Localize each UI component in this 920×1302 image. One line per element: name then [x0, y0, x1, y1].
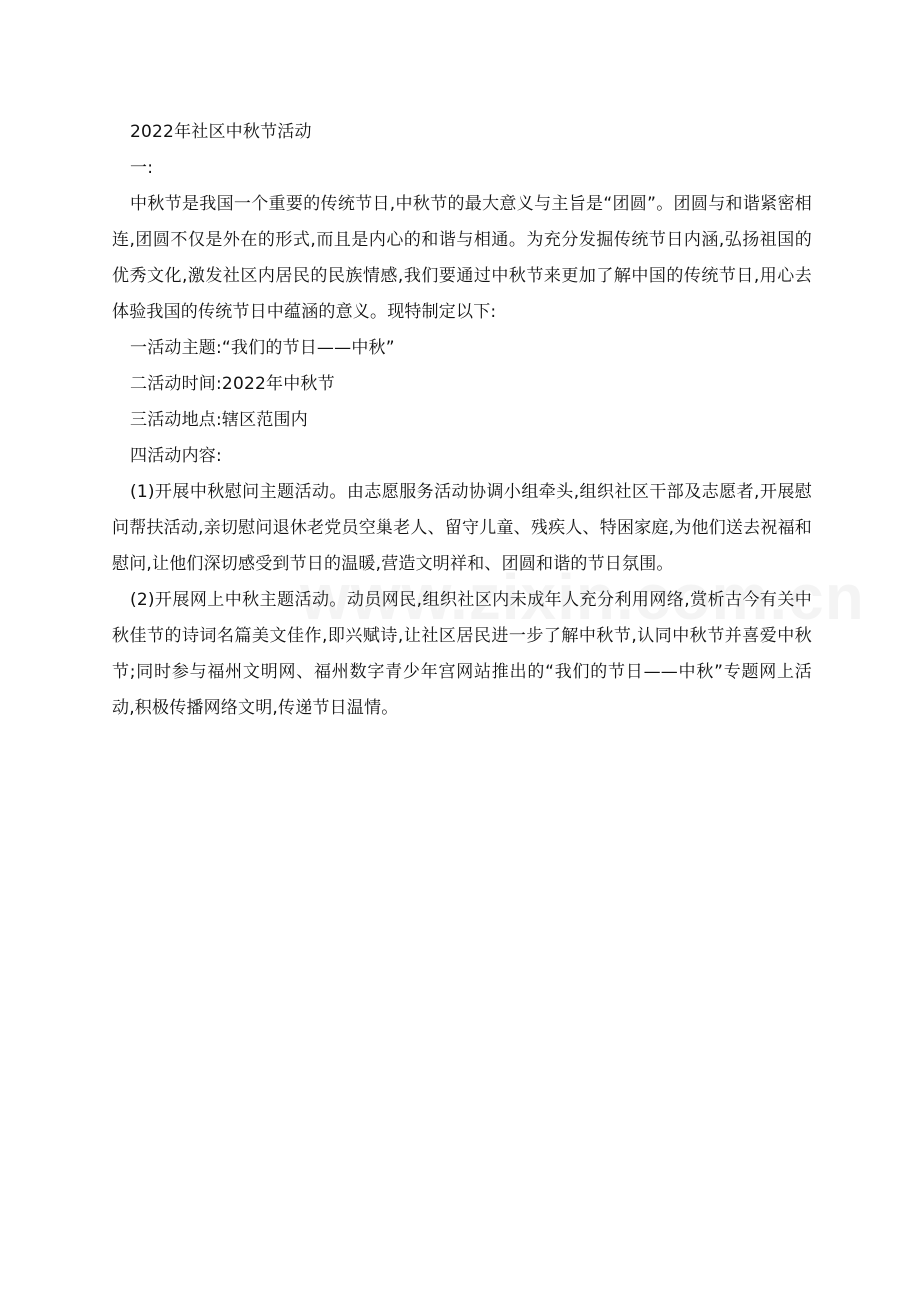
document-body: [112, 114, 812, 726]
intro-paragraph: 中秋节是我国一个重要的传统节日,中秋节的最大意义与主旨是“团圆”。团圆与和谐紧密相连,团圆不仅是外在的形式,而且是内心的和谐与相通。为充分发掘传统节日内涵,弘扬祖国的优秀文化,激发社区内居民的民族情感,我们要通过中秋节来更加了解中国的传统节日,用心去体验我国的传统节日中蕴涵的意义。现特制定以下:: [112, 194, 812, 322]
activity-time: 二活动时间:2022年中秋节: [130, 374, 335, 394]
activity-theme: 一活动主题:“我们的节日——中秋”: [130, 338, 395, 358]
activity-location: 三活动地点:辖区范围内: [130, 410, 308, 430]
document-title: 2022年社区中秋节活动: [130, 122, 312, 142]
activity-item-2: (2)开展网上中秋主题活动。动员网民,组织社区内未成年人充分利用网络,赏析古今有关中秋佳节的诗词名篇美文佳作,即兴赋诗,让社区居民进一步了解中秋节,认同中秋节并喜爱中秋节;同时参与福州文明网、福州数字青少年宫网站推出的“我们的节日——中秋”专题网上活动,积极传播网络文明,传递节日温情。: [112, 590, 812, 718]
activity-content-heading: 四活动内容:: [130, 446, 222, 466]
activity-item-1: (1)开展中秋慰问主题活动。由志愿服务活动协调小组牵头,组织社区干部及志愿者,开展慰问帮扶活动,亲切慰问退休老党员空巢老人、留守儿童、残疾人、特困家庭,为他们送去祝福和慰问,让他们深切感受到节日的温暖,营造文明祥和、团圆和谐的节日氛围。: [112, 482, 812, 574]
section-label: 一:: [130, 158, 154, 178]
